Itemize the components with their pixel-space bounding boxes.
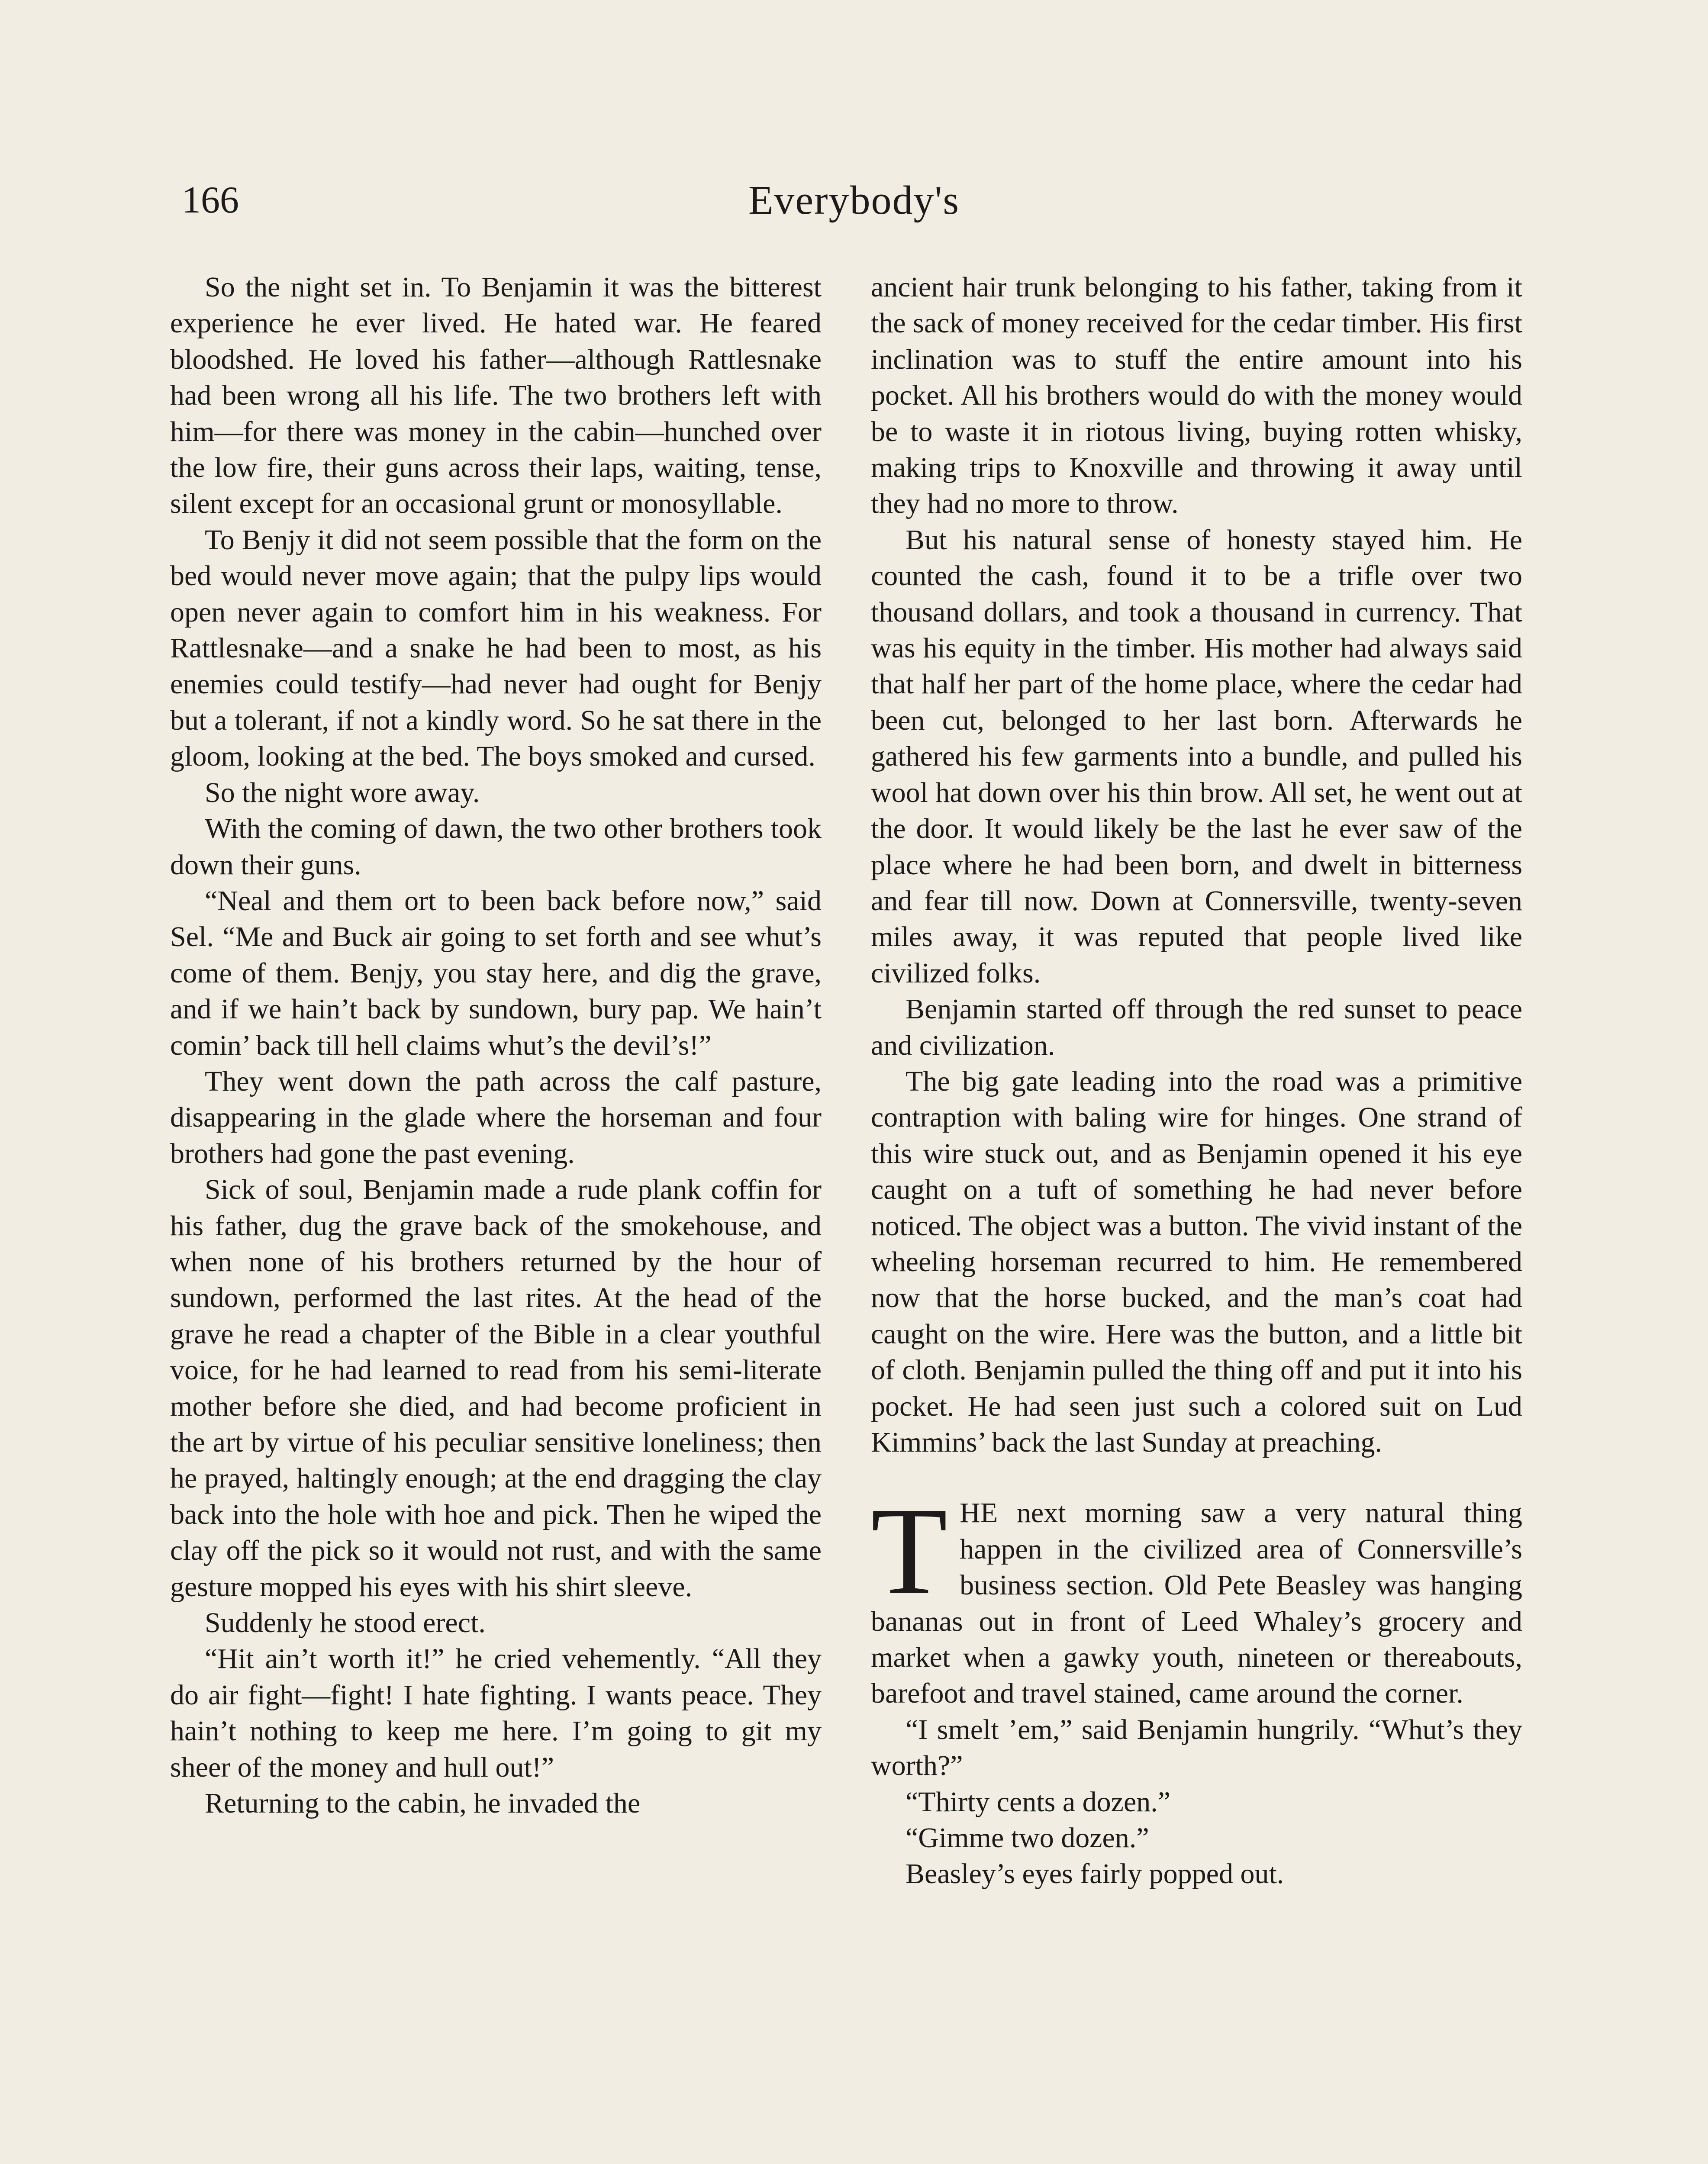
- page-header: [0, 177, 1708, 233]
- drop-cap: T: [871, 1481, 948, 1621]
- magazine-title: Everybody's: [748, 178, 960, 223]
- paragraph: Beasley’s eyes fairly popped out.: [906, 1858, 1284, 1890]
- paragraph: Sick of soul, Benjamin made a rude plank coffin for his father, dug the grave back of the smokehouse, and when none of his brothers returned by the hour of sundown, performed the last rites. At the head of the grave he read a chapter of the Bible in a clear youthful voice, for he had learned to read from his semi-literate mother before she died, and had become proficient in the art by virtue of his peculiar sensitive loneliness; then he prayed, haltingly enough; at the end dragging the clay back into the hole with hoe and pick. Then he wiped the clay off the pick so it would not rust, and with the same gesture mopped his eyes with his shirt sleeve.: [170, 1174, 822, 1603]
- paragraph: Suddenly he stood erect.: [205, 1607, 486, 1639]
- section-opening-text: HE next morning saw a very natural thing happen in the civilized area of Connersville’s business section. Old Pete Beasley was hanging bananas out in front of Leed Whaley’s grocery and market when a gawky youth, nineteen or thereabouts, barefoot and travel stained, came around the corner.: [871, 1497, 1522, 1710]
- paragraph: Returning to the cabin, he invaded the: [205, 1787, 641, 1819]
- paragraph: “Thirty cents a dozen.”: [906, 1786, 1171, 1818]
- paragraph: But his natural sense of honesty stayed him. He counted the cash, found it to be a trifle over two thousand dollars, and took a thousand in currency. That was his equity in the timber. His mother had always said that half her part of the home place, where the cedar had been cut, belonged to her last born. Afterwards he gathered his few garments into a bundle, and pulled his wool hat down over his thin brow. All set, he went out at the door. It would likely be the last he ever saw of the place where he had been born, and dwelt in bitterness and fear till now. Down at Connersville, twenty-seven miles away, it was reputed that people lived like civilized folks.: [871, 524, 1522, 989]
- section-opening-paragraph: [871, 1481, 1522, 1711]
- left-column: [170, 269, 822, 1821]
- paragraph: “Hit ain’t worth it!” he cried vehemently. “All they do air fight—fight! I hate fighting. I wants peace. They hain’t nothing to keep me here. I’m going to git my sheer of the money and hull out!”: [170, 1643, 822, 1783]
- paragraph: Benjamin started off through the red sunset to peace and civilization.: [871, 993, 1522, 1061]
- paragraph: To Benjy it did not seem possible that the form on the bed would never move again; that the pulpy lips would open never again to comfort him in his weakness. For Rattlesnake—and a snake he had been to most, as his enemies could testify—had never had ought for Benjy but a tolerant, if not a kindly word. So he sat there in the gloom, looking at the bed. The boys smoked and cursed.: [170, 524, 822, 773]
- paragraph: ancient hair trunk belonging to his father, taking from it the sack of money received for the cedar timber. His first inclination was to stuff the entire amount into his pocket. All his brothers would do with the money would be to waste it in riotous living, buying rotten whisky, making trips to Knoxville and throwing it away until they had no more to throw.: [871, 271, 1522, 520]
- paragraph: They went down the path across the calf pasture, disappearing in the glade where the horseman and four brothers had gone the past evening.: [170, 1065, 822, 1169]
- paragraph: “I smelt ’em,” said Benjamin hungrily. “Whut’s they worth?”: [871, 1713, 1522, 1782]
- paragraph: So the night wore away.: [205, 776, 480, 808]
- paragraph: With the coming of dawn, the two other brothers took down their guns.: [170, 813, 822, 881]
- paragraph: The big gate leading into the road was a primitive contraption with baling wire for hinges. One strand of this wire stuck out, and as Benjamin opened it his eye caught on a tuft of something he had never before noticed. The object was a button. The vivid instant of the wheeling horseman recurred to him. He remembered now that the horse bucked, and the man’s coat had caught on the wire. Here was the button, and a little bit of cloth. Benjamin pulled the thing off and put it into his pocket. He had seen just such a colored suit on Lud Kimmins’ back the last Sunday at preaching.: [871, 1065, 1522, 1458]
- paragraph: “Gimme two dozen.”: [906, 1822, 1149, 1854]
- paragraph: “Neal and them ort to been back before now,” said Sel. “Me and Buck air going to set forth and see whut’s come of them. Benjy, you stay here, and dig the grave, and if we hain’t back by sundown, bury pap. We hain’t comin’ back till hell claims whut’s the devil’s!”: [170, 885, 822, 1061]
- page-number: 166: [182, 179, 239, 221]
- right-column: [871, 269, 1522, 1892]
- paragraph: So the night set in. To Benjamin it was the bitterest experience he ever lived. He hated war. He feared bloodshed. He loved his father—although Rattlesnake had been wrong all his life. The two brothers left with him—for there was money in the cabin—hunched over the low fire, their guns across their laps, waiting, tense, silent except for an occasional grunt or monosyllable.: [170, 271, 822, 520]
